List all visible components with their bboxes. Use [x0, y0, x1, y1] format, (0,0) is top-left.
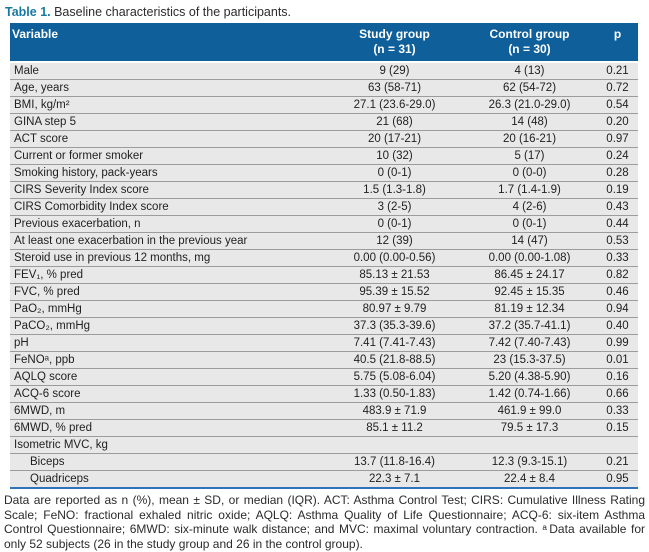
- row-variable-label: GINA step 5: [10, 114, 327, 131]
- table-title-label: Table 1.: [5, 5, 51, 19]
- table-footnote: Data are reported as n (%), mean ± SD, or median (IQR). ACT: Asthma Control Test; CIRS: Cumulative Illness Rating Scale; FeNO: fractional exhaled nitric oxide; AQLQ: Asthma Quality of Life Questionnaire; ACQ-6: six-item Asthma Control Questionnaire; 6MWD: six-minute walk distance; and MVC: maximal voluntary contraction. ᵃ Data available for only 52 subjects (26 in the study group and 26 in the control group).: [4, 493, 645, 551]
- row-p-value: 0.19: [597, 182, 638, 199]
- row-variable-label: 6MWD, m: [10, 403, 327, 420]
- header-control-group: [462, 23, 597, 62]
- row-study-value: 1.5 (1.3-1.8): [327, 182, 462, 199]
- row-control-value: 5.20 (4.38-5.90): [462, 369, 597, 386]
- row-p-value: 0.01: [597, 352, 638, 369]
- table-row: [10, 420, 638, 437]
- row-p-value: 0.82: [597, 267, 638, 284]
- row-study-value: 80.97 ± 9.79: [327, 301, 462, 318]
- row-variable-label: Age, years: [10, 80, 327, 97]
- row-control-value: 26.3 (21.0-29.0): [462, 97, 597, 114]
- row-study-value: 483.9 ± 71.9: [327, 403, 462, 420]
- row-variable-label: PaO₂, mmHg: [10, 301, 327, 318]
- table-row: [10, 148, 638, 165]
- table-row: [10, 250, 638, 267]
- table-row: [10, 284, 638, 301]
- row-p-value: 0.24: [597, 148, 638, 165]
- table-row: [10, 471, 638, 489]
- table-row: [10, 80, 638, 97]
- row-control-value: 4 (2-6): [462, 199, 597, 216]
- table-row: [10, 335, 638, 352]
- row-study-value: 1.33 (0.50-1.83): [327, 386, 462, 403]
- row-p-value: 0.21: [597, 454, 638, 471]
- row-p-value: 0.66: [597, 386, 638, 403]
- row-variable-label: ACQ-6 score: [10, 386, 327, 403]
- row-control-value: 79.5 ± 17.3: [462, 420, 597, 437]
- row-control-value: 12.3 (9.3-15.1): [462, 454, 597, 471]
- row-variable-label: AQLQ score: [10, 369, 327, 386]
- table-title: [5, 4, 645, 20]
- header-control-group-name: Control group: [489, 27, 570, 41]
- header-row: [10, 23, 638, 62]
- table-row: [10, 216, 638, 233]
- row-p-value: 0.43: [597, 199, 638, 216]
- row-p-value: 0.54: [597, 97, 638, 114]
- table-row: [10, 233, 638, 250]
- row-control-value: 92.45 ± 15.35: [462, 284, 597, 301]
- row-variable-label: PaCO₂, mmHg: [10, 318, 327, 335]
- table-header: [10, 23, 638, 62]
- table-row: [10, 62, 638, 80]
- row-variable-label: CIRS Comorbidity Index score: [10, 199, 327, 216]
- row-p-value: 0.53: [597, 233, 638, 250]
- row-study-value: 5.75 (5.08-6.04): [327, 369, 462, 386]
- header-variable: Variable: [10, 23, 327, 62]
- table-row: [10, 131, 638, 148]
- row-control-value: 86.45 ± 24.17: [462, 267, 597, 284]
- row-study-value: 22.3 ± 7.1: [327, 471, 462, 489]
- row-control-value: 5 (17): [462, 148, 597, 165]
- header-study-group-name: Study group: [359, 27, 430, 41]
- row-study-value: 85.1 ± 11.2: [327, 420, 462, 437]
- table-row: [10, 97, 638, 114]
- row-study-value: 27.1 (23.6-29.0): [327, 97, 462, 114]
- row-control-value: 37.2 (35.7-41.1): [462, 318, 597, 335]
- row-study-value: 0 (0-1): [327, 216, 462, 233]
- row-control-value: 81.19 ± 12.34: [462, 301, 597, 318]
- table-row: [10, 114, 638, 131]
- row-p-value: 0.20: [597, 114, 638, 131]
- row-study-value: 9 (29): [327, 62, 462, 80]
- table-row: [10, 386, 638, 403]
- row-variable-label: Current or former smoker: [10, 148, 327, 165]
- table-row: [10, 165, 638, 182]
- row-control-value: 0.00 (0.00-1.08): [462, 250, 597, 267]
- row-p-value: 0.16: [597, 369, 638, 386]
- row-variable-label: Biceps: [10, 454, 327, 471]
- row-p-value: 0.21: [597, 62, 638, 80]
- row-control-value: 0 (0-0): [462, 165, 597, 182]
- row-study-value: 10 (32): [327, 148, 462, 165]
- row-variable-label: Male: [10, 62, 327, 80]
- row-study-value: [327, 437, 462, 454]
- row-p-value: 0.28: [597, 165, 638, 182]
- row-variable-label: FVC, % pred: [10, 284, 327, 301]
- row-control-value: 4 (13): [462, 62, 597, 80]
- table-row: [10, 267, 638, 284]
- row-p-value: 0.95: [597, 471, 638, 489]
- table-row: [10, 301, 638, 318]
- table-row: [10, 403, 638, 420]
- table-row: [10, 318, 638, 335]
- row-study-value: 13.7 (11.8-16.4): [327, 454, 462, 471]
- table-row: [10, 182, 638, 199]
- table-row: [10, 369, 638, 386]
- table-body: [10, 62, 638, 488]
- row-variable-label: pH: [10, 335, 327, 352]
- row-variable-label: Isometric MVC, kg: [10, 437, 327, 454]
- header-p-value: p: [597, 23, 638, 62]
- row-p-value: [597, 437, 638, 454]
- baseline-characteristics-table: [10, 23, 638, 489]
- row-study-value: 7.41 (7.41-7.43): [327, 335, 462, 352]
- row-variable-label: FEV₁, % pred: [10, 267, 327, 284]
- row-p-value: 0.40: [597, 318, 638, 335]
- row-study-value: 63 (58-71): [327, 80, 462, 97]
- table-row: [10, 352, 638, 369]
- row-control-value: 0 (0-1): [462, 216, 597, 233]
- row-control-value: 1.42 (0.74-1.66): [462, 386, 597, 403]
- row-study-value: 37.3 (35.3-39.6): [327, 318, 462, 335]
- header-study-group: [327, 23, 462, 62]
- row-variable-label: 6MWD, % pred: [10, 420, 327, 437]
- table-row: [10, 437, 638, 454]
- table-row: [10, 454, 638, 471]
- row-study-value: 3 (2-5): [327, 199, 462, 216]
- header-study-group-n: (n = 31): [373, 42, 416, 56]
- row-study-value: 40.5 (21.8-88.5): [327, 352, 462, 369]
- row-variable-label: ACT score: [10, 131, 327, 148]
- row-p-value: 0.33: [597, 403, 638, 420]
- row-control-value: 22.4 ± 8.4: [462, 471, 597, 489]
- row-p-value: 0.15: [597, 420, 638, 437]
- row-study-value: 0.00 (0.00-0.56): [327, 250, 462, 267]
- row-variable-label: Steroid use in previous 12 months, mg: [10, 250, 327, 267]
- row-variable-label: BMI, kg/m²: [10, 97, 327, 114]
- row-study-value: 12 (39): [327, 233, 462, 250]
- row-variable-label: FeNOᵃ, ppb: [10, 352, 327, 369]
- row-p-value: 0.72: [597, 80, 638, 97]
- row-control-value: 62 (54-72): [462, 80, 597, 97]
- row-control-value: [462, 437, 597, 454]
- row-variable-label: At least one exacerbation in the previous year: [10, 233, 327, 250]
- row-control-value: 14 (47): [462, 233, 597, 250]
- row-study-value: 85.13 ± 21.53: [327, 267, 462, 284]
- row-p-value: 0.99: [597, 335, 638, 352]
- table-title-text: Baseline characteristics of the participants.: [50, 5, 292, 19]
- row-p-value: 0.97: [597, 131, 638, 148]
- table-row: [10, 199, 638, 216]
- row-study-value: 95.39 ± 15.52: [327, 284, 462, 301]
- header-control-group-n: (n = 30): [508, 42, 551, 56]
- row-control-value: 7.42 (7.40-7.43): [462, 335, 597, 352]
- row-variable-label: Previous exacerbation, n: [10, 216, 327, 233]
- row-variable-label: CIRS Severity Index score: [10, 182, 327, 199]
- row-study-value: 20 (17-21): [327, 131, 462, 148]
- row-p-value: 0.46: [597, 284, 638, 301]
- row-p-value: 0.44: [597, 216, 638, 233]
- row-study-value: 0 (0-1): [327, 165, 462, 182]
- row-variable-label: Smoking history, pack-years: [10, 165, 327, 182]
- row-study-value: 21 (68): [327, 114, 462, 131]
- row-variable-label: Quadriceps: [10, 471, 327, 489]
- row-p-value: 0.94: [597, 301, 638, 318]
- row-control-value: 20 (16-21): [462, 131, 597, 148]
- row-p-value: 0.33: [597, 250, 638, 267]
- row-control-value: 1.7 (1.4-1.9): [462, 182, 597, 199]
- row-control-value: 23 (15.3-37.5): [462, 352, 597, 369]
- row-control-value: 14 (48): [462, 114, 597, 131]
- row-control-value: 461.9 ± 99.0: [462, 403, 597, 420]
